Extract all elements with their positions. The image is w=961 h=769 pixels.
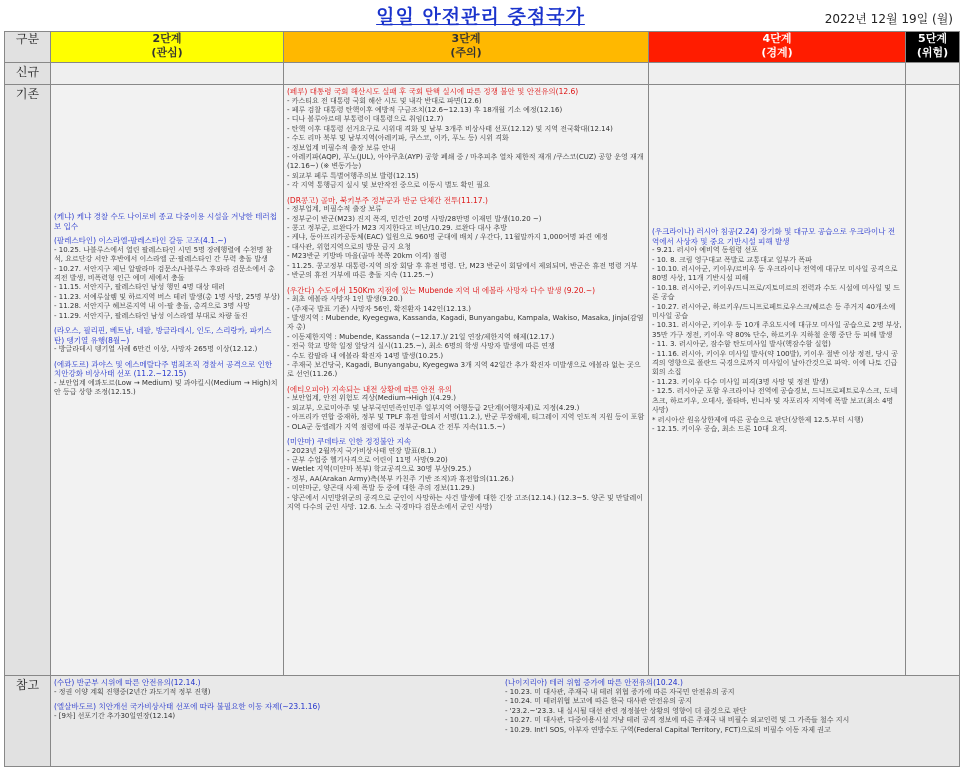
level4-issue-line: - 11. 3. 러시아군, 잠수함 탄도미사일 발사(핵잠수함 실험) xyxy=(652,340,831,349)
reference-issue-line: - 정권 이양 계획 진행중(2년간 과도기적 정부 진행) xyxy=(54,688,211,697)
reference-issue-heading: (수단) 반군부 시위에 따른 안전유의(12.14.) xyxy=(54,678,201,688)
level2-issue-item xyxy=(54,236,280,321)
level3-issue-heading: (우간다) 수도에서 150Km 지점에 있는 Mubende 지역 내 에볼라 사망자 다수 발생 (9.20.~) xyxy=(287,285,596,295)
level2-issue-item xyxy=(54,326,280,355)
level3-issue-line: - 발생지역 : Mubende, Kyegegwa, Kassanda, Kagadi, Bunyangabu, Kampala, Wakiso, Masaka, Jinja(감염자 총) xyxy=(287,313,644,332)
reference-row xyxy=(5,676,960,767)
level3-issue-item xyxy=(287,87,645,191)
reference-issue-heading: (나이지리아) 테러 위협 증가에 따른 안전유의(10.24.) xyxy=(505,678,683,688)
level3-issue-line: - 보안업계, 안전 위험도 격상(Medium→High )(4.29.) xyxy=(287,394,456,403)
safety-level-table xyxy=(4,31,960,767)
existing-row-label: 기존 xyxy=(5,85,51,676)
new-level4-cell xyxy=(649,63,906,85)
level3-issue-line: - 외교부, 오로미아주 및 남부국민민족인민주 일부지역 여행등급 2단계(여행자제)로 지정(4.29.) xyxy=(287,403,580,412)
new-row xyxy=(5,63,960,85)
reference-right-column xyxy=(505,678,956,740)
level3-issue-heading: (미얀마) 쿠데타로 인한 정정불안 지속 xyxy=(287,436,412,446)
level3-issue-line: - 최초 에볼라 사망자 1인 발생(9.20.) xyxy=(287,295,403,304)
level2-issue-heading: (라오스, 필리핀, 베트남, 네팔, 방글라데시, 인도, 스리랑카, 파키스탄) 뎅기열 유행(8월~) xyxy=(54,326,272,345)
reference-row-label: 참고 xyxy=(5,676,51,767)
level2-issue-line: - 11.15. 서안지구, 팔레스타인 남성 행인 4명 대상 테러 xyxy=(54,283,225,292)
reference-issue-line: - 10.23. 미 대사관, 주재국 내 테러 위협 증가에 따른 자국민 안전유의 공지 xyxy=(505,688,735,697)
reference-issue-item xyxy=(505,678,956,735)
reference-issue-line: - 10.24. 미 테러위협 보고에 따른 한국 대사관 안전유의 공지 xyxy=(505,697,692,706)
level3-issue-line: - 아프리카 연합 중재하, 정부 및 TPLF 휴전 합의서 서명(11.2.), 반군 무장해제, 티그레이 지역 인도적 지원 등이 포함 xyxy=(287,413,645,422)
level2-issue-item xyxy=(54,212,280,231)
level3-issue-item xyxy=(287,196,645,281)
level3-issue-line: - 수도 캄팔라 내 에볼라 확진자 14명 발생(10.25.) xyxy=(287,351,444,360)
level3-issue-line: - Wetlet 지역(미얀마 북부) 학교공격으로 30명 부상(9.25.) xyxy=(287,465,472,474)
level3-issue-line: - 2023년 2월까지 국가비상사태 연장 발표(8.1.) xyxy=(287,446,437,455)
level2-issue-heading: (케냐) 케냐 경찰 수도 나이로비 종교 다중이용 시설을 겨냥한 테러첩보 입수 xyxy=(54,212,277,231)
level3-issue-heading: (DR콩고) 골마, 북키부주 정부군과 반군 단체간 전투(11.17.) xyxy=(287,195,488,205)
existing-level3-cell xyxy=(284,85,649,676)
level4-issue-line: - 10.31. 러시아군, 키이우 등 10개 주요도시에 대규모 미사일 공습으로 2명 부상, 35만 가구 정전, 키이우 약 80% 단수, 하르키우 지하철 운행 중단 등 피해 발생 xyxy=(652,321,902,339)
level4-issue-line: - 9.21. 러시아 예비역 동원령 선포 xyxy=(652,246,758,255)
reference-issue-item xyxy=(54,702,505,721)
level3-issue-line: - 이동제한지역 : Mubende, Kassanda (~12.17.)/ 21일 연장/제한지역 해제(12.17.) xyxy=(287,332,555,341)
level3-header: 3단계 (주의) xyxy=(284,32,649,63)
level3-issue-line: - 군부 수업중 헬기사격으로 어린이 11명 사망(9.20) xyxy=(287,455,448,464)
level3-issue-line: - (주재국 발표 기준) 사망자 56인, 확진환자 142인(12.13.) xyxy=(287,304,471,313)
level4-issue-line: - 10.10. 러시아군, 키이우/르비우 등 우크라이나 전역에 대규모 미사일 공격으로 80명 사상, 11개 기반시설 피해 xyxy=(652,265,898,283)
existing-level2-cell xyxy=(51,85,284,676)
level2-issue-line: - 보안업계 에콰도르(Low → Medium) 및 과야킬시(Medium → High)치안 등급 상향 조정(12.15.) xyxy=(54,378,278,397)
reference-issue-line: - 10.29. Int'l SOS, 아부자 연방수도 구역(Federal Capital Territory, FCT)으로의 비필수 이동 자제 권고 xyxy=(505,725,831,734)
level2-issue-line: - 11.28. 서안지구 헤브론지역 내 이-팔 충돌, 총격으로 3명 사망 xyxy=(54,302,251,311)
level3-issue-line: - 페루 검찰 대통령 탄핵이후 예방적 구금조치(12.6~12.13) 후 18개월 기소 예정(12.16) xyxy=(287,106,563,114)
level3-issue-line: - 정부군이 반군(M23) 진지 폭격, 민간인 20명 사망/28만명 이재민 발생(10.20 ~) xyxy=(287,214,542,223)
new-row-label: 신규 xyxy=(5,63,51,85)
level3-issue-line: - 대사관, 위험지역으로의 방문 금지 요청 xyxy=(287,242,412,251)
level4-issue-line: - 11.16. 러시아, 키이우 미사일 발사(약 100발), 키이우 절반 이상 정전, 당시 공격의 영향으로 폴란드 국경으로까지 미사일이 날아간것으로 파악. 이에 나토 긴급회의 소집 xyxy=(652,349,899,377)
level3-issue-line: - 외교부 페루 특별여행주의보 발령(12.15) xyxy=(287,171,419,180)
level4-issue-line: - 11.23. 키이우 다수 미사일 피격(3명 사망 및 정전 발생) xyxy=(652,377,829,386)
level3-issue-line: - 탄핵 이후 대통령 선거요구로 시위대 격화 및 남부 3개주 비상사태 선포(12.12) 및 지역 전국확대(12.14) xyxy=(287,124,613,133)
level4-issue-line: - 10.27. 러시아군, 하르키우/드니프로페트로우스크/헤르손 등 주거지 40개소에 미사일 공습 xyxy=(652,302,896,321)
reference-cell xyxy=(51,676,960,767)
report-date: 2022년 12월 19일 (월) xyxy=(824,12,953,26)
level3-issue-line: - 11.25. 콩고정부 대통령-지역 의장 회담 후 휴전 명령. 단, M23 반군이 회담에서 제외되며, 반군은 휴전 명령 거부 xyxy=(287,261,638,270)
level3-issue-line: - 정부, AA(Arakan Army)측(북부 카친주 기반 조직)과 휴전합의(11.26.) xyxy=(287,474,514,483)
level3-issue-line: - 디나 볼루아르테 부통령이 대통령으로 취임(12.7) xyxy=(287,115,444,124)
level2-issue-item xyxy=(54,360,280,398)
level3-issue-line: - 정보업계 비필수적 출장 보류 안내 xyxy=(287,143,396,152)
level3-issue-line: - 미얀마군, 양곤대 사제 폭발 등 중에 대한 주의 경보(11.29.) xyxy=(287,484,475,493)
level3-issue-item xyxy=(287,385,645,432)
level2-issue-line: - 11.29. 서안지구, 팔레스타인 남성 이스라엘 부대로 차량 돌진 xyxy=(54,311,248,320)
level2-issue-heading: (팔레스타인) 이스라엘-팔레스타인 갈등 고조(4.1.~) xyxy=(54,236,227,246)
level5-header: 5단계 (위험) xyxy=(906,32,960,63)
level4-issue-line: - 12.5. 러시아군 포함 우크라이나 전역에 공습경보, 드니프로페트로우스크, 도네츠크, 하르키우, 오데사, 폴타바, 빈니차 및 자포리자 지역에 폭발 보고(최소 4명 사망) xyxy=(652,387,898,415)
new-level3-cell xyxy=(284,63,649,85)
level4-issue-line: * 러시아산 원유상한제에 따른 공습으로 판단(상한제 12.5.부터 시행) xyxy=(652,415,864,424)
existing-level5-cell xyxy=(906,85,960,676)
level4-issue-item xyxy=(652,227,902,434)
category-header: 구분 xyxy=(5,32,51,63)
level4-issue-line: - 10. 8. 크림 영구대교 폭발로 교통대교 일부가 폭파 xyxy=(652,255,812,264)
level3-issue-line: - 양곤에서 시민방위군의 공격으로 군인이 사망하는 사건 발생에 대한 긴장 고조(12.14.) (12.3~5. 양곤 및 만달레이 지역 다수의 군인 사망. 12.6. 노소 국경마다 검문소에서 군인 사망) xyxy=(287,493,643,511)
level2-issue-heading: (에콰도르) 과야스 및 에스메랄다주 범죄조직 경찰서 공격으로 인한 치안강화 비상사태 선포 (11.2.~12.15) xyxy=(54,359,273,379)
level3-issue-heading: (페루) 대통령 국회 해산시도 실패 후 국회 탄핵 실시에 따른 정쟁 불안 및 안전유의(12.6) xyxy=(287,87,579,96)
page-title: 일일 안전관리 중점국가 xyxy=(376,6,585,28)
level3-issue-line: - 정부업계, 비필수적 출장 보류 xyxy=(287,205,382,214)
level3-issue-line: - 각 지역 통행금지 실시 및 보안작전 중으로 이동시 별도 확인 필요 xyxy=(287,181,490,190)
level3-issue-item xyxy=(287,437,645,512)
level3-issue-line: - 주재국 보건당국, Kagadi, Bunyangabu, Kyegegwa 3개 지역 42일간 추가 확진자 미발생으로 에볼라 없는 곳으로 선언(11.26.) xyxy=(287,360,641,379)
new-level2-cell xyxy=(51,63,284,85)
header-row xyxy=(5,32,960,63)
level3-issue-line: - 수도 리마 북부 및 남부지역(아레키파, 쿠스코, 이카, 푸노 등) 시위 격화 xyxy=(287,134,509,143)
level3-issue-line: - 케냐, 동아프리카공동체(EAC) 일원으로 960명 군대에 배치 / 우간다, 11월말까지 1,000여명 파견 예정 xyxy=(287,233,608,242)
existing-level4-cell xyxy=(649,85,906,676)
level4-header: 4단계 (경계) xyxy=(649,32,906,63)
level3-issue-line: - 전국 학교 방학 일정 앞당겨 실시(11.25.~), 최소 6명의 학생 사망자 발생에 따른 연쟁 xyxy=(287,342,555,351)
level4-issue-heading: (우크라이나) 러시아 침공(2.24) 장기화 및 대규모 공습으로 우크라이나 전역에서 사상자 및 중요 기반시설 피해 발생 xyxy=(652,227,896,246)
level2-issue-line: - 방글라데시 뎅기열 사례 6만건 이상, 사망자 265명 이상(12.12.) xyxy=(54,345,258,354)
level4-issue-line: - 10.18. 러시아군, 키이우/드니프로/지토미르의 전력과 수도 시설에 미사일 및 드론 공습 xyxy=(652,283,900,302)
reference-issue-line: - [9차] 선포기간 추가30일연장(12.14) xyxy=(54,712,176,721)
level3-issue-line: - 카스티요 전 대통령 국회 해산 시도 및 내각 반대로 파면(12.6) xyxy=(287,96,482,105)
reference-issue-line: - 10.27. 미 대사관, 다중이용시설 겨냥 테러 공격 정보에 따른 주재국 내 비필수 외교인력 및 그 가족들 철수 지시 xyxy=(505,716,850,725)
level2-issue-line: - 11.23. 서예루살렘 및 하르지역 버스 테러 발생(총 1명 사망, 25명 부상) xyxy=(54,292,280,301)
reference-left-column xyxy=(54,678,505,740)
level3-issue-item xyxy=(287,286,645,380)
level3-issue-line: - M23반군 키방바 마을(골마 북쪽 20km 이격) 점령 xyxy=(287,252,447,261)
reference-issue-line: - '23.2.~'23.3. 내 실시될 대선 관련 정정불안 상황의 영향이 더 클것으로 판단 xyxy=(505,706,747,715)
level3-issue-line: - OLA군 동엘레가 지역 점령에 따른 정부군-OLA 간 전투 지속(11.5.~) xyxy=(287,422,506,431)
level2-header: 2단계 (관심) xyxy=(51,32,284,63)
existing-row xyxy=(5,85,960,676)
level3-issue-line: - 반군의 휴전 거부에 따른 충돌 지속 (11.25.~) xyxy=(287,271,434,280)
new-level5-cell xyxy=(906,63,960,85)
level2-issue-line: - 10.25. 나블루스에서 열린 팔레스타인 시민 5명 장례행렬에 수천명 참석, 요르단강 서안 후반에서 이스라엘 군·팔레스타인 간 무력 충돌 발생 xyxy=(54,245,273,264)
level4-issue-line: - 12.15. 키이우 공습, 최소 드론 10대 요격. xyxy=(652,424,787,433)
reference-issue-item xyxy=(54,678,505,697)
level3-issue-line: - 콩고 정부군, 르완다가 M23 지지한다고 비난/10.29. 르완다 대사 추방 xyxy=(287,224,507,233)
level3-issue-line: - 아레키파(AQP), 푸노(JUL), 아야쿠초(AYP) 공항 폐쇄 중 / 마추피추 열차 제한적 재개 /쿠스코(CUZ) 공항 운영 재개(12.16~) (※ 변동가능) xyxy=(287,153,644,171)
reference-issue-heading: (엘살바도르) 치안개선 국가비상사태 선포에 따라 불필요한 이동 자제(~23.1.16) xyxy=(54,702,321,712)
level2-issue-line: - 10.27. 서안지구 제닌 알팔라마 검문소/나블루스 후와라 검문소에서 총격전 발생, 비폭력형 인근 예미 세에서 충돌 xyxy=(54,264,275,282)
level3-issue-heading: (에티오피아) 지속되는 내전 상황에 따른 안전 유의 xyxy=(287,384,453,394)
